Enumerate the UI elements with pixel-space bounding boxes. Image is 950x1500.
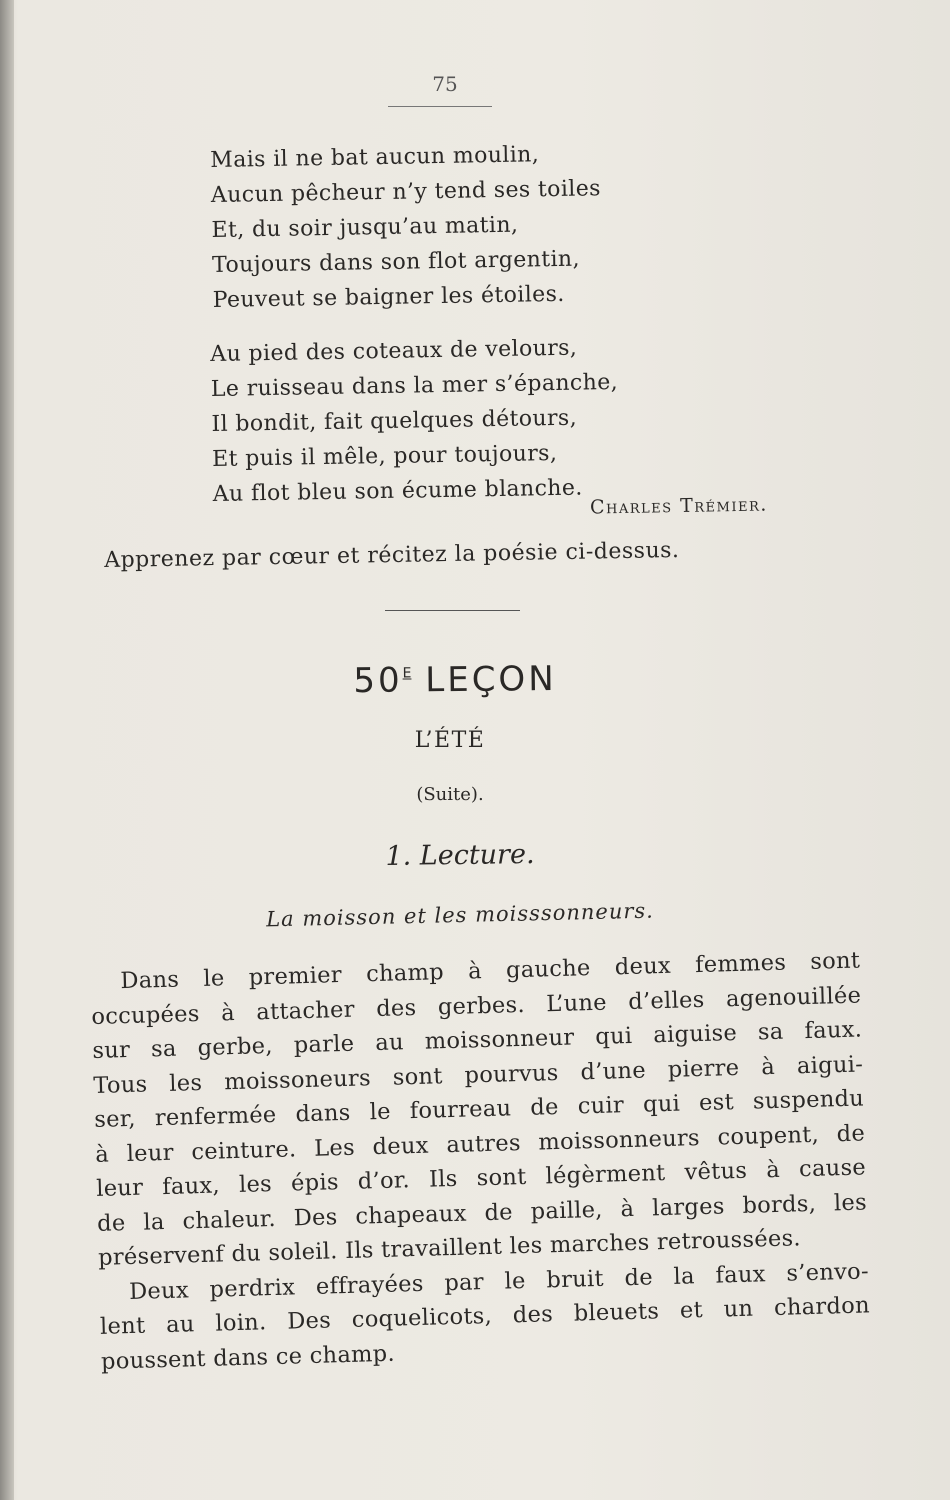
- poem-stanza-2: [210, 328, 713, 512]
- lesson-word: LEÇON: [425, 658, 557, 701]
- poem-stanza-1: [210, 134, 713, 318]
- section-separator: [385, 610, 520, 611]
- reading-line: Deux perdrix effrayées par le bruit de la faux s’envo-: [128, 1257, 870, 1305]
- reading-line: lent au loin. Des coquelicots, des bleuets et un chardon: [99, 1292, 871, 1340]
- instruction-text: Apprenez par cœur et récitez la poésie ci-dessus.: [104, 537, 680, 573]
- page-number-rule: [388, 106, 492, 107]
- reading-line: leur faux, les épis d’or. Ils sont légèrment vêtus à cause: [95, 1154, 867, 1202]
- poem-author: Charles Trémier.: [589, 493, 769, 519]
- reading-line: poussent dans ce champ.: [100, 1340, 396, 1375]
- part-heading: 1. Lecture.: [385, 838, 535, 873]
- poem-line: Peuveut se baigner les étoiles.: [212, 281, 565, 313]
- poem-line: Et puis il mêle, pour toujours,: [211, 440, 558, 472]
- reading-paragraphs: [90, 944, 871, 1379]
- reading-line: Dans le premier champ à gauche deux femmes sont: [120, 947, 861, 995]
- poem-line: Aucun pêcheur n’y tend ses toiles: [210, 176, 602, 208]
- lesson-number: 50: [353, 660, 403, 702]
- lesson-subtitle: (Suite).: [416, 784, 484, 805]
- lesson-number-suffix: E: [402, 665, 412, 682]
- page-number: 75: [432, 72, 458, 96]
- reading-line: occupées à attacher des gerbes. L’une d’elles agenouillée: [91, 981, 862, 1030]
- lesson-heading: [0, 655, 910, 705]
- reading-line: ser, renfermée dans le fourreau de cuir qui est suspendu: [93, 1085, 865, 1133]
- lesson-title: L’ÉTÉ: [414, 728, 486, 753]
- poem-line: Toujours dans son flot argentin,: [211, 246, 581, 278]
- poem-line: Au flot bleu son écume blanche.: [212, 475, 583, 507]
- reading-line: de la chaleur. Des chapeaux de paille, à larges bords, les: [96, 1188, 868, 1237]
- poem-line: Au pied des coteaux de velours,: [210, 335, 578, 367]
- reading-title: La moisson et les moisssonneurs.: [265, 898, 655, 932]
- poem-line: Mais il ne bat aucun moulin,: [210, 142, 540, 173]
- reading-line: Tous les moissoneurs sont pourvus d’une pierre à aigui-: [93, 1050, 864, 1099]
- reading-line: préservenf du soleil. Ils travaillent les marches retroussées.: [97, 1225, 802, 1271]
- poem-line: Et, du soir jusqu’au matin,: [211, 212, 519, 243]
- reading-line: sur sa gerbe, parle au moissonneur qui aiguise sa faux.: [92, 1016, 863, 1064]
- poem-line: Le ruisseau dans la mer s’épanche,: [210, 369, 619, 402]
- reading-line: à leur ceinture. Les deux autres moissonneurs coupent, de: [94, 1119, 866, 1168]
- poem-line: Il bondit, fait quelques détours,: [211, 405, 578, 437]
